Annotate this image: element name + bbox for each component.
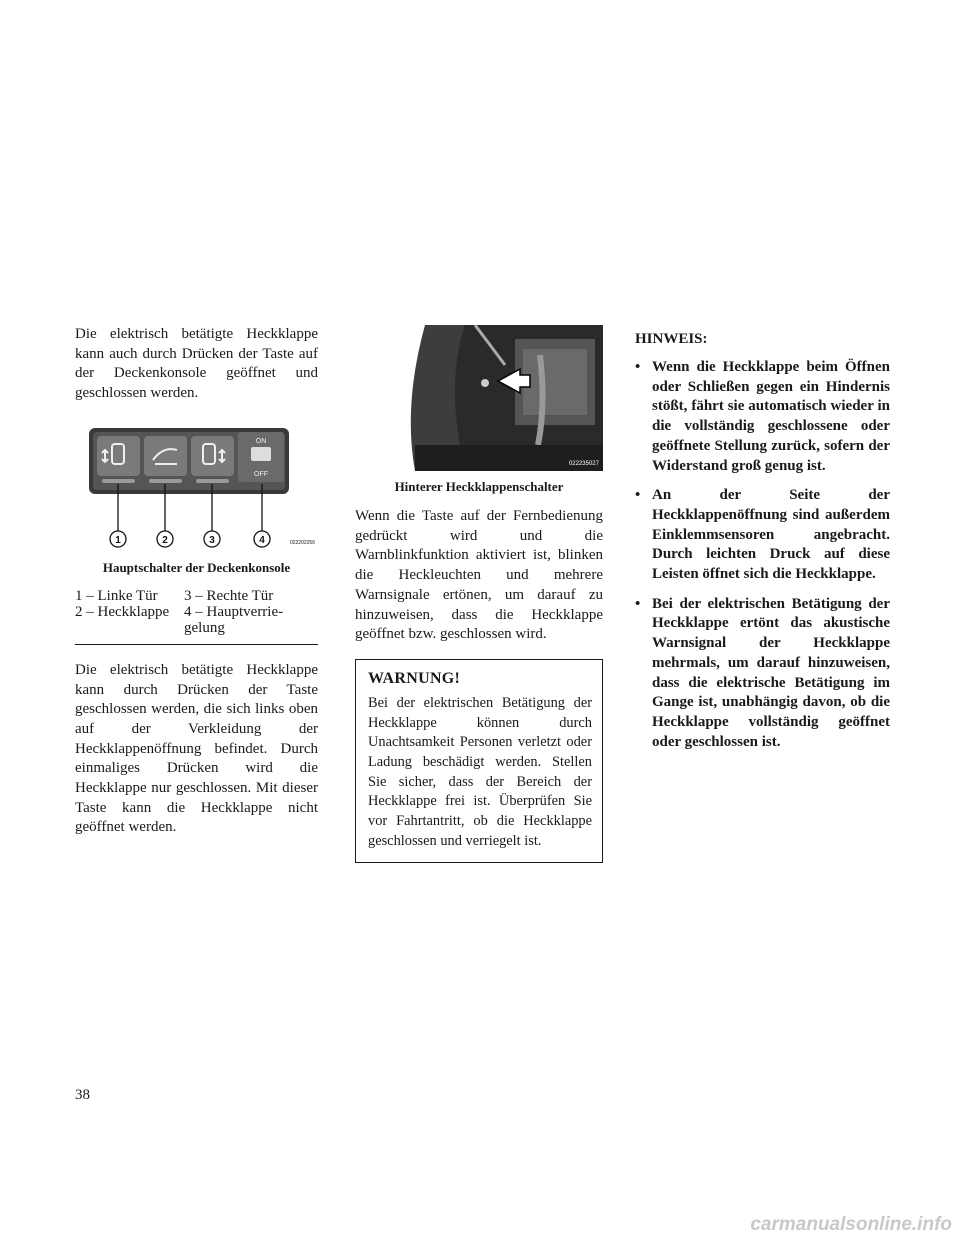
callout-1: 1: [115, 534, 121, 546]
figure-id-code: 022202256: [289, 539, 315, 546]
column-middle: [355, 325, 603, 863]
rear-switch-figure: [355, 325, 603, 471]
console-switch-illustration: [75, 426, 318, 554]
watermark: carmanualsonline.info: [750, 1214, 952, 1235]
note-item: • An der Seite der Heckklappenöffnung sind außerdem Einklemmsensoren angebracht. Durch leichten Druck auf diese Leisten öffnet sich die Heckklappe.: [635, 487, 890, 583]
figure-caption-2: Hinterer Heckklappenschalter: [394, 479, 564, 494]
page-number: 38: [75, 1087, 90, 1103]
warning-title: WARNUNG!: [368, 669, 461, 687]
right-door-button: [191, 436, 234, 476]
legend-item-4-cont: gelung: [184, 619, 225, 636]
rear-switch-photo: [355, 325, 603, 471]
column-left: [75, 325, 318, 838]
paragraph-remote: Wenn die Taste auf der Fernbedienung gedrückt wird und die Warnblinkfunktion aktiviert ist, blinken die Heckleuchten und mehrere Warnsignale ertönen, um darauf zu hinzuweisen, dass die Heckklappe geöffnet bzw. geschlossen wird.: [355, 508, 603, 643]
column-right: [635, 325, 890, 762]
note-title: HINWEIS:: [635, 331, 708, 347]
legend-item-4: 4 – Hauptverrie-: [184, 603, 284, 620]
svg-text:OFF: OFF: [254, 470, 268, 478]
liftgate-button: [144, 436, 187, 476]
callout-2: 2: [162, 534, 168, 546]
note-item: • Bei der elektrischen Betätigung der Heckklappe ertönt das akustische Warnsignal der Heckklappe mehrmals, um darauf hinzuweisen, dass die elektrische Betätigung im Gange ist, unabhängig davon, ob die Heckklappe vollständig geöffnet oder geschlossen ist.: [635, 595, 890, 750]
left-door-button: [97, 436, 140, 476]
legend-item-1: 1 – Linke Tür: [75, 587, 158, 604]
figure-caption: Hauptschalter der Deckenkonsole: [102, 559, 291, 575]
callout-3: 3: [209, 534, 215, 546]
legend-item-2: 2 – Heckklappe: [75, 603, 170, 620]
warning-box: [355, 659, 603, 863]
svg-text:ON: ON: [255, 437, 267, 445]
note-item: • Wenn die Heckklappe beim Öffnen oder Schließen gegen ein Hindernis stößt, fährt sie automatisch wieder in die vollständig geschlossene oder geöffnete Stellung zurück, sofern der Widerstand groß genug ist.: [635, 359, 890, 474]
figure-id-code-2: 022235027: [568, 461, 599, 467]
rear-liftgate-button: [481, 379, 489, 387]
note-list: [635, 358, 890, 752]
console-switch-figure: [75, 426, 318, 556]
warning-text: Bei der elektrischen Betätigung der Heckklappe können durch Unachtsamkeit Personen verletzt oder Ladung beschädigt werden. Stellen Sie sicher, dass der Bereich der Heckklappe frei ist. Überprüfen Sie vor Fahrtantritt, ob die Heckklappe geschlossen und verriegelt ist.: [368, 694, 592, 849]
intro-paragraph: Die elektrisch betätigte Heckklappe kann auch durch Drücken der Taste auf der Deckenkonsole geöffnet und geschlossen werden.: [75, 326, 318, 402]
legend-item-3: 3 – Rechte Tür: [184, 587, 274, 604]
figure-legend: [75, 588, 318, 645]
paragraph-liftgate-close: Die elektrisch betätigte Heckklappe kann durch Drücken der Taste geschlossen werden, die sich links oben auf der Verkleidung der Heckklappenöffnung befindet. Durch einmaliges Drücken wird die Heckklappe nur geschlossen. Mit dieser Taste kann die Heckklappe nicht geöffnet werden.: [75, 661, 318, 836]
callout-4: 4: [259, 534, 265, 546]
